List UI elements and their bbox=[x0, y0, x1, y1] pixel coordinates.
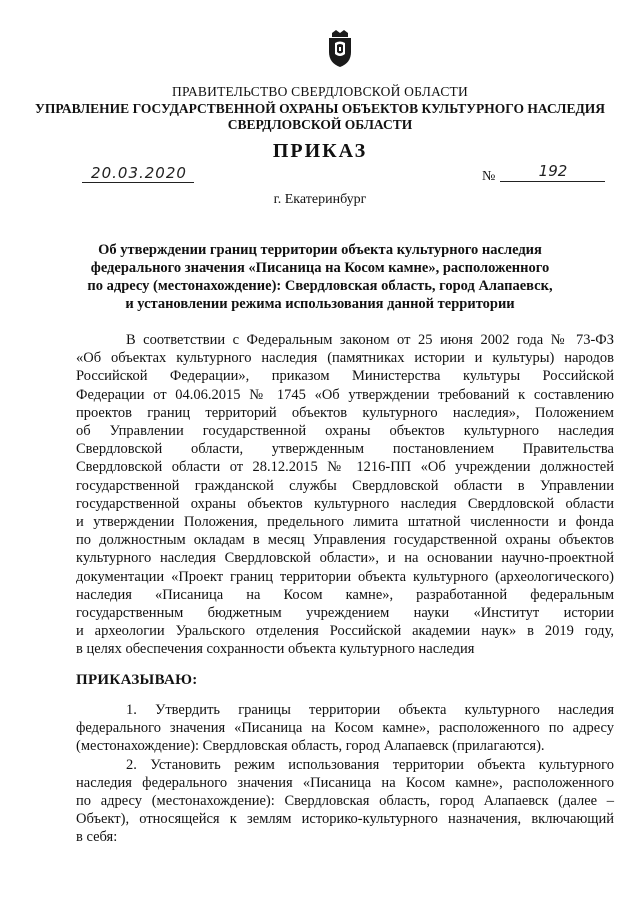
handwritten-number: 192 bbox=[538, 162, 568, 180]
text-line: и археологии Уральского отделения Российской академии наук» в 2019 году, bbox=[76, 623, 614, 640]
text-line: в целях обеспечения сохранности объекта культурного наследия bbox=[76, 641, 475, 658]
subject-line: Об утверждении границ территории объекта культурного наследия bbox=[98, 242, 542, 258]
number-underline bbox=[500, 181, 605, 182]
text-line: Свердловской области, утвержденным постановлением Правительства bbox=[76, 441, 614, 458]
text-line: Объект), относящейся к землям историко-культурного назначения, включающий bbox=[76, 811, 614, 828]
place-of-issue: г. Екатеринбург bbox=[273, 192, 367, 207]
order-subject bbox=[0, 241, 640, 313]
subject-line: и установлении режима использования данной территории bbox=[125, 296, 515, 312]
document-type-title: ПРИКАЗ bbox=[272, 140, 368, 162]
text-line: Свердловской области от 28.12.2015 № 1216-ПП «Об учреждении должностей bbox=[76, 459, 614, 476]
text-line: по должностным окладам в месяц Управления государственной охраны объектов bbox=[76, 532, 614, 549]
text-line: наследия «Писаница на Косом камне», разработанной федеральным bbox=[76, 586, 614, 603]
text-line: культурного наследия Свердловской области», и на основании научно-проектной bbox=[76, 550, 614, 567]
text-line: по адресу (местонахождение): Свердловская область, город Алапаевск (далее – bbox=[76, 793, 614, 810]
coat-of-arms-icon bbox=[326, 30, 354, 68]
text-line: (местонахождение): Свердловская область, город Алапаевск (прилагаются). bbox=[76, 738, 545, 755]
text-line: документации «Проект границ территории объекта культурного (археологического) bbox=[76, 568, 614, 585]
subject-line: по адресу (местонахождение): Свердловская область, город Алапаевск, bbox=[87, 278, 553, 294]
text-line: и утверждении Положения, предельного лимита штатной численности и фонда bbox=[76, 514, 614, 531]
department-name-line1: УПРАВЛЕНИЕ ГОСУДАРСТВЕННОЙ ОХРАНЫ ОБЪЕКТОВ КУЛЬТУРНОГО НАСЛЕДИЯ bbox=[34, 101, 606, 116]
text-line: федерального значения «Писаница на Косом камне», расположенного по адресу bbox=[76, 720, 614, 737]
number-sign: № bbox=[482, 169, 496, 184]
preamble-paragraph bbox=[76, 331, 614, 659]
department-name-line2: СВЕРДЛОВСКОЙ ОБЛАСТИ bbox=[227, 117, 413, 132]
text-line: наследия федерального значения «Писаница на Косом камне», расположенного bbox=[76, 774, 614, 791]
text-line: Российской Федерации», приказом Министерства культуры Российской bbox=[76, 368, 614, 385]
handwritten-date: 20.03.2020 bbox=[91, 164, 187, 182]
text-line: 1. Утвердить границы территории объекта культурного наследия bbox=[126, 702, 614, 718]
government-name: ПРАВИТЕЛЬСТВО СВЕРДЛОВСКОЙ ОБЛАСТИ bbox=[172, 84, 468, 99]
text-line: об Управлении государственной охраны объектов культурного наследия bbox=[76, 423, 614, 440]
text-line: проектов границ территорий объектов культурного наследия», Положением bbox=[76, 404, 614, 421]
subject-line: федерального значения «Писаница на Косом камне», расположенного bbox=[90, 260, 550, 276]
order-directive: ПРИКАЗЫВАЮ: bbox=[76, 672, 198, 688]
text-line: государственным бюджетным учреждением науки «Институт истории bbox=[76, 605, 614, 622]
text-line: государственной гражданской службы Свердловской области в Управлении bbox=[76, 477, 614, 494]
text-line: государственной охраны объектов культурного наследия Свердловской области bbox=[76, 495, 614, 512]
date-underline bbox=[82, 182, 194, 183]
text-line: «Об объектах культурного наследия (памятниках истории и культуры) народов bbox=[76, 350, 614, 367]
text-line: В соответствии с Федеральным законом от 25 июня 2002 года № 73-ФЗ bbox=[126, 332, 614, 348]
text-line: в себя: bbox=[76, 829, 118, 846]
order-items bbox=[76, 701, 614, 847]
text-line: Федерации от 04.06.2015 № 1745 «Об утверждении требований к составлению bbox=[76, 386, 614, 403]
text-line: 2. Установить режим использования территории объекта культурного bbox=[126, 756, 614, 773]
